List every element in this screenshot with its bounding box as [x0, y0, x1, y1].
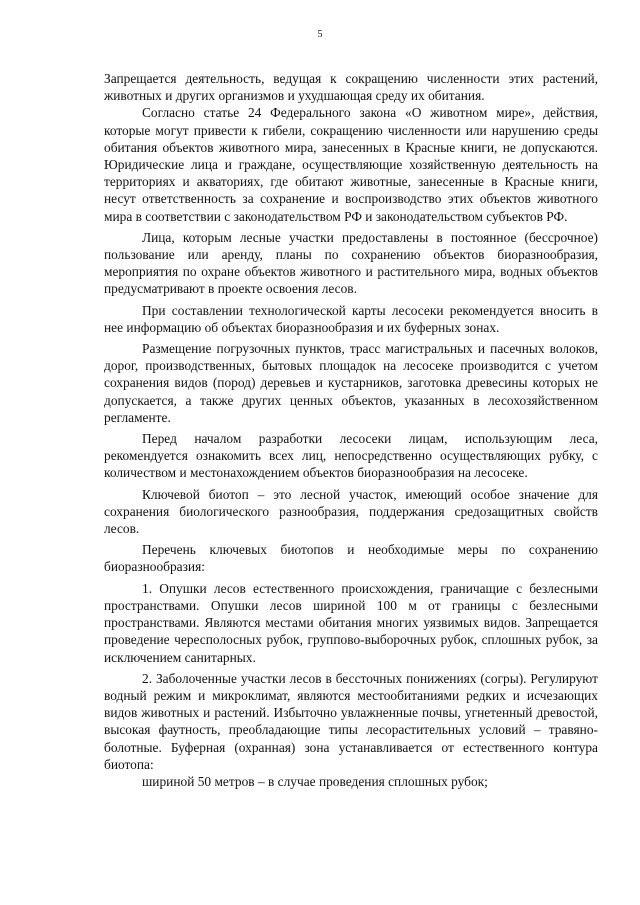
paragraph: Запрещается деятельность, ведущая к сокращению численности этих растений, животных и других организмов и ухудшающая среду их обитания.: [104, 71, 598, 104]
paragraph: Перечень ключевых биотопов и необходимые меры по сохранению биоразнообразия:: [104, 542, 598, 575]
paragraph: Размещение погрузочных пунктов, трасс магистральных и пасечных волоков, дорог, производственных, бытовых площадок на лесосеке производится с учетом сохранения видов (пород) деревьев и кустарников, заготовка древесины которых не допускается, а также других ценных объектов, указанных в лесохозяйственном регламенте.: [104, 341, 598, 425]
document-body: [104, 70, 598, 790]
paragraph: шириной 50 метров – в случае проведения сплошных рубок;: [142, 773, 488, 789]
paragraph: Ключевой биотоп – это лесной участок, имеющий особое значение для сохранения биологического разнообразия, поддержания средозащитных свойств лесов.: [104, 486, 598, 537]
paragraph: Перед началом разработки лесосеки лицам, использующим леса, рекомендуется ознакомить всех лиц, непосредственно осуществляющих рубку, с количеством и местонахождением объектов биоразнообразия на лесосеке.: [104, 431, 598, 481]
paragraph: 1. Опушки лесов естественного происхождения, граничащие с безлесными пространствами. Опушки лесов шириной 100 м от границы с безлесными пространствами. Являются местами обитания многих уязвимых видов. Запрещается проведение чересполосных рубок, группово-выборочных рубок, сплошных рубок, за исключением санитарных.: [104, 580, 598, 665]
page-number: 5: [317, 29, 323, 40]
paragraph: При составлении технологической карты лесосеки рекомендуется вносить в нее информацию об объектах биоразнообразия и их буферных зонах.: [104, 302, 598, 335]
paragraph: Лица, которым лесные участки предоставлены в постоянное (бессрочное) пользование или аренду, планы по сохранению объектов биоразнообразия, мероприятия по охране объектов животного и растительного мира, водных объектов предусматривают в проекте освоения лесов.: [104, 229, 598, 297]
paragraph: Согласно статье 24 Федерального закона «О животном мире», действия, которые могут привести к гибели, сокращению численности или нарушению среды обитания объектов животного мира, занесенных в Красные книги, не допускаются. Юридические лица и граждане, осуществляющие хозяйственную деятельность на территориях и акваториях, где обитают животные, занесенные в Красные книги, несут ответственность за сохранение и воспроизводство этих объектов животного мира в соответствии с законодательством РФ и законодательством субъектов РФ.: [104, 105, 598, 224]
paragraph: 2. Заболоченные участки лесов в бессточных понижениях (согры). Регулируют водный режим и микроклимат, являются местообитаниями редких и исчезающих видов животных и растений. Избыточно увлажненные почвы, угнетенный древостой, высокая фаутность, преобладающие типы лесорастительных условий – травяно-болотные. Буферная (охранная) зона устанавливается от естественного контура биотопа:: [104, 670, 598, 772]
